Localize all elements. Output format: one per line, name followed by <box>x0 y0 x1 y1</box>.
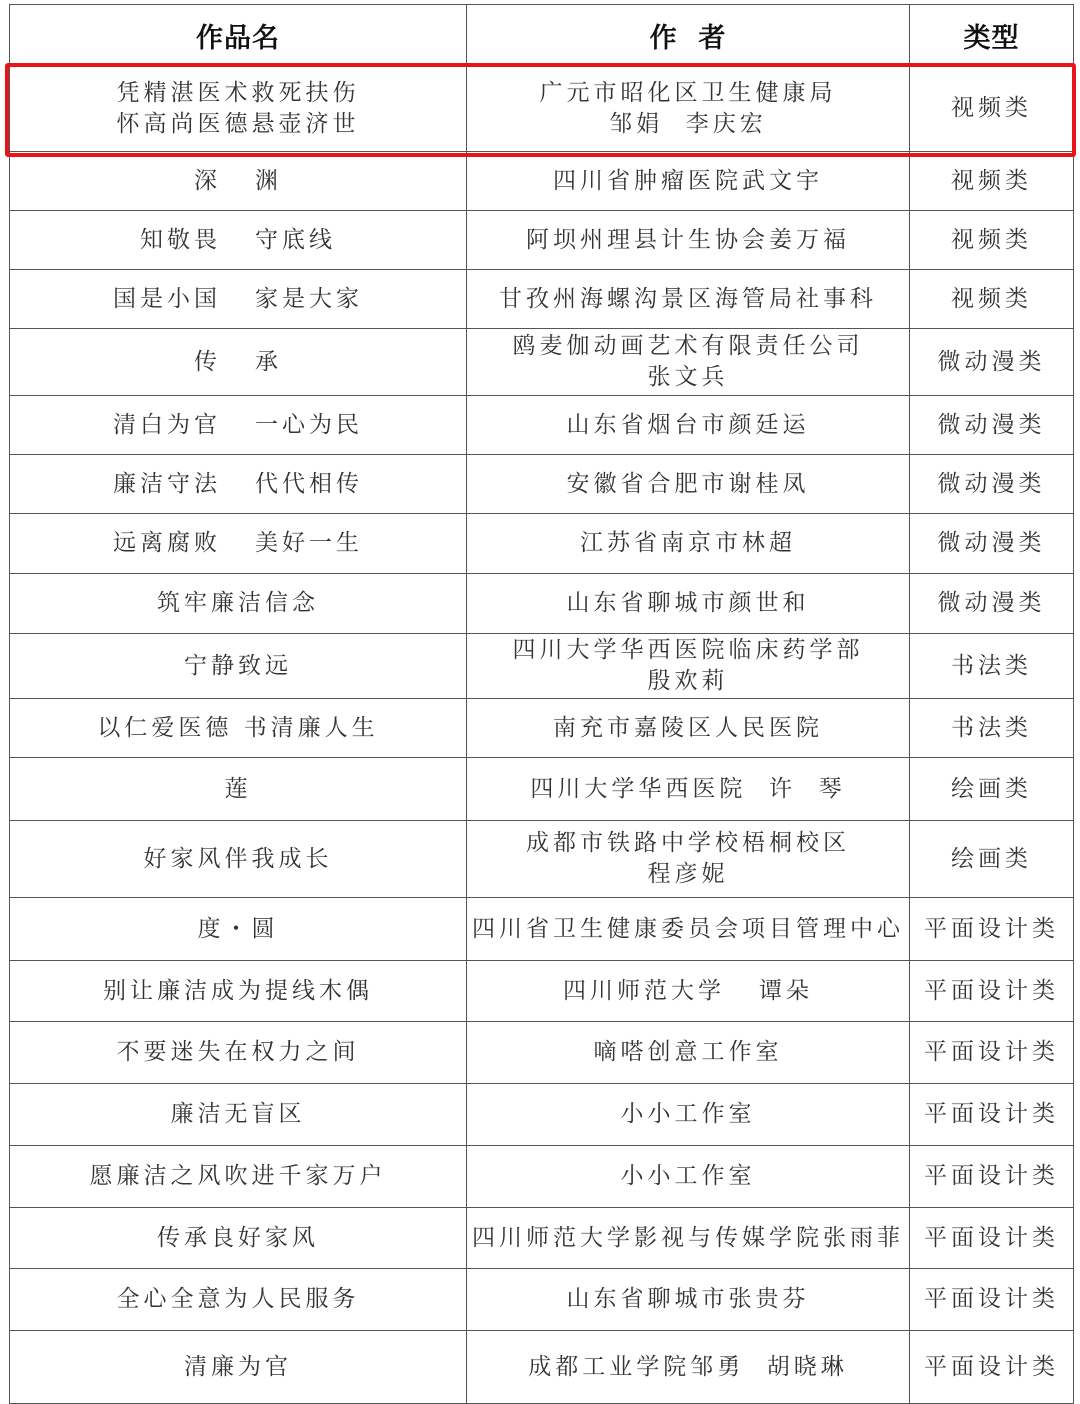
cell-title <box>10 898 467 961</box>
cell-title <box>10 1084 467 1146</box>
cell-title <box>10 634 467 699</box>
header-title: 作品名 <box>10 5 467 66</box>
cell-title-line: 深 渊 <box>194 167 282 194</box>
cell-type <box>910 270 1074 329</box>
table-row <box>10 699 1074 758</box>
cell-author-line: 四川大学华西医院临床药学部 <box>512 637 864 663</box>
cell-title <box>10 455 467 514</box>
cell-type <box>910 574 1074 634</box>
table-row <box>10 1084 1074 1146</box>
table-row <box>10 1269 1074 1331</box>
cell-title-line: 凭精湛医术救死扶伤 <box>116 79 360 106</box>
cell-title-line: 怀高尚医德悬壶济世 <box>116 110 360 137</box>
cell-title-line: 宁静致远 <box>184 652 292 679</box>
cell-type-line: 微动漫类 <box>937 530 1046 556</box>
cell-author-line: 广元市昭化区卫生健康局 <box>539 79 837 106</box>
cell-type <box>910 514 1074 574</box>
cell-author <box>467 329 910 396</box>
cell-type-line: 微动漫类 <box>937 348 1046 375</box>
cell-type-line: 视频类 <box>951 226 1032 253</box>
cell-title <box>10 270 467 329</box>
cell-author-line: 小小工作室 <box>620 1163 756 1189</box>
cell-title-line: 筑牢廉洁信念 <box>157 590 319 616</box>
cell-title-line: 度・圆 <box>197 915 279 942</box>
cell-author <box>467 1331 910 1404</box>
table-row <box>10 574 1074 634</box>
cell-author-line: 邹娟 李庆宏 <box>609 110 767 137</box>
cell-title-line: 清白为官 一心为民 <box>113 411 363 438</box>
table-row <box>10 211 1074 270</box>
cell-title <box>10 211 467 270</box>
table-body <box>10 66 1074 1404</box>
cell-title-line: 廉洁无盲区 <box>170 1101 306 1127</box>
cell-type <box>910 1331 1074 1404</box>
cell-author <box>467 1146 910 1208</box>
cell-author <box>467 1084 910 1146</box>
cell-title-line: 莲 <box>224 775 252 802</box>
cell-author <box>467 270 910 329</box>
cell-title-line: 以仁爱医德 书清廉人生 <box>97 714 379 741</box>
cell-author <box>467 455 910 514</box>
cell-title <box>10 329 467 396</box>
cell-title <box>10 514 467 574</box>
table-row <box>10 1208 1074 1269</box>
cell-type <box>910 758 1074 821</box>
cell-author <box>467 961 910 1022</box>
awards-table-container <box>9 4 1073 1404</box>
cell-author-line: 四川省卫生健康委员会项目管理中心 <box>472 915 904 942</box>
cell-type <box>910 821 1074 898</box>
cell-author-line: 鸥麦伽动画艺术有限责任公司 <box>512 333 864 359</box>
cell-type-line: 平面设计类 <box>924 1286 1059 1312</box>
cell-author <box>467 152 910 211</box>
cell-author <box>467 898 910 961</box>
cell-type <box>910 1084 1074 1146</box>
cell-author-line: 阿坝州理县计生协会姜万福 <box>526 226 850 253</box>
cell-type-line: 视频类 <box>951 167 1032 194</box>
cell-author <box>467 634 910 699</box>
cell-type-line: 微动漫类 <box>937 470 1046 497</box>
cell-author-line: 四川省肿瘤医院武文宇 <box>553 167 823 194</box>
table-row <box>10 961 1074 1022</box>
cell-author-line: 甘孜州海螺沟景区海管局社事科 <box>499 285 877 312</box>
cell-author-line: 四川师范大学 谭朵 <box>563 977 813 1004</box>
cell-type-line: 平面设计类 <box>924 915 1059 942</box>
cell-title-line: 传 承 <box>194 348 282 375</box>
cell-title-line: 全心全意为人民服务 <box>116 1286 360 1312</box>
cell-author <box>467 574 910 634</box>
table-row <box>10 758 1074 821</box>
table-row <box>10 1022 1074 1084</box>
table-row <box>10 455 1074 514</box>
cell-type-line: 绘画类 <box>951 845 1032 872</box>
table-row <box>10 1331 1074 1404</box>
cell-author <box>467 211 910 270</box>
cell-type <box>910 455 1074 514</box>
cell-author <box>467 699 910 758</box>
cell-author-line: 殷欢莉 <box>647 668 729 694</box>
cell-title-line: 清廉为官 <box>184 1353 292 1380</box>
cell-author-line: 四川大学华西医院 许 琴 <box>530 775 846 802</box>
table-row <box>10 396 1074 455</box>
cell-title-line: 远离腐败 美好一生 <box>113 530 363 556</box>
table-row <box>10 1146 1074 1208</box>
cell-title <box>10 1208 467 1269</box>
table-row <box>10 66 1074 152</box>
cell-type-line: 视频类 <box>951 95 1032 121</box>
cell-type-line: 视频类 <box>951 285 1032 312</box>
cell-title <box>10 1269 467 1331</box>
cell-title <box>10 821 467 898</box>
cell-title-line: 不要迷失在权力之间 <box>116 1039 360 1065</box>
cell-type <box>910 961 1074 1022</box>
cell-title <box>10 699 467 758</box>
cell-author <box>467 758 910 821</box>
table-header-row <box>10 5 1074 66</box>
cell-author-line: 山东省聊城市颜世和 <box>566 590 810 616</box>
cell-title <box>10 1022 467 1084</box>
cell-type-line: 平面设计类 <box>924 1353 1059 1380</box>
cell-title-line: 好家风伴我成长 <box>143 845 333 872</box>
cell-type-line: 平面设计类 <box>924 1224 1059 1251</box>
cell-type <box>910 634 1074 699</box>
cell-title-line: 知敬畏 守底线 <box>140 226 336 253</box>
cell-type-line: 平面设计类 <box>924 1101 1059 1127</box>
cell-author <box>467 66 910 152</box>
cell-author-line: 山东省烟台市颜廷运 <box>566 411 810 438</box>
cell-author-line: 嘀嗒创意工作室 <box>593 1039 783 1065</box>
cell-author-line: 成都市铁路中学校梧桐校区 <box>526 830 850 856</box>
cell-title-line: 愿廉洁之风吹进千家万户 <box>89 1163 387 1189</box>
table-row <box>10 821 1074 898</box>
cell-author-line: 南充市嘉陵区人民医院 <box>553 714 823 741</box>
cell-title-line: 传承良好家风 <box>157 1224 319 1251</box>
table-row <box>10 898 1074 961</box>
cell-type <box>910 699 1074 758</box>
cell-author-line: 江苏省南京市林超 <box>580 530 796 556</box>
cell-title <box>10 1146 467 1208</box>
cell-author-line: 安徽省合肥市谢桂凤 <box>566 470 810 497</box>
cell-type-line: 微动漫类 <box>937 411 1046 438</box>
cell-title-line: 廉洁守法 代代相传 <box>113 470 363 497</box>
table-row <box>10 270 1074 329</box>
cell-author <box>467 1269 910 1331</box>
cell-type-line: 平面设计类 <box>924 977 1059 1004</box>
cell-type <box>910 152 1074 211</box>
cell-type <box>910 898 1074 961</box>
cell-author-line: 山东省聊城市张贵芬 <box>566 1286 810 1312</box>
cell-type-line: 平面设计类 <box>924 1163 1059 1189</box>
cell-author <box>467 1208 910 1269</box>
cell-title <box>10 66 467 152</box>
cell-title-line: 别让廉洁成为提线木偶 <box>103 977 373 1004</box>
cell-title <box>10 152 467 211</box>
cell-author-line: 成都工业学院邹勇 胡晓琳 <box>528 1353 848 1380</box>
cell-title <box>10 1331 467 1404</box>
cell-type <box>910 1022 1074 1084</box>
cell-author-line: 四川师范大学影视与传媒学院张雨菲 <box>472 1224 904 1251</box>
cell-author <box>467 821 910 898</box>
cell-type-line: 书法类 <box>951 652 1032 679</box>
cell-type <box>910 66 1074 152</box>
cell-title <box>10 961 467 1022</box>
cell-type <box>910 1269 1074 1331</box>
cell-type-line: 书法类 <box>951 714 1032 741</box>
cell-author-line: 张文兵 <box>647 364 729 390</box>
cell-title <box>10 758 467 821</box>
cell-type <box>910 211 1074 270</box>
cell-type-line: 绘画类 <box>951 775 1032 802</box>
cell-title-line: 国是小国 家是大家 <box>113 285 363 312</box>
cell-author-line: 程彦妮 <box>647 861 729 887</box>
cell-title <box>10 396 467 455</box>
cell-type <box>910 1208 1074 1269</box>
cell-author <box>467 1022 910 1084</box>
header-type: 类型 <box>910 5 1074 66</box>
cell-author-line: 小小工作室 <box>620 1101 756 1127</box>
table-row <box>10 634 1074 699</box>
cell-author <box>467 514 910 574</box>
cell-type <box>910 1146 1074 1208</box>
table-row <box>10 514 1074 574</box>
cell-type-line: 平面设计类 <box>924 1039 1059 1065</box>
cell-author <box>467 396 910 455</box>
cell-title <box>10 574 467 634</box>
awards-table <box>9 4 1074 1404</box>
cell-type <box>910 329 1074 396</box>
cell-type <box>910 396 1074 455</box>
header-author: 作 者 <box>467 5 910 66</box>
table-row <box>10 329 1074 396</box>
cell-type-line: 微动漫类 <box>937 590 1046 616</box>
table-row <box>10 152 1074 211</box>
